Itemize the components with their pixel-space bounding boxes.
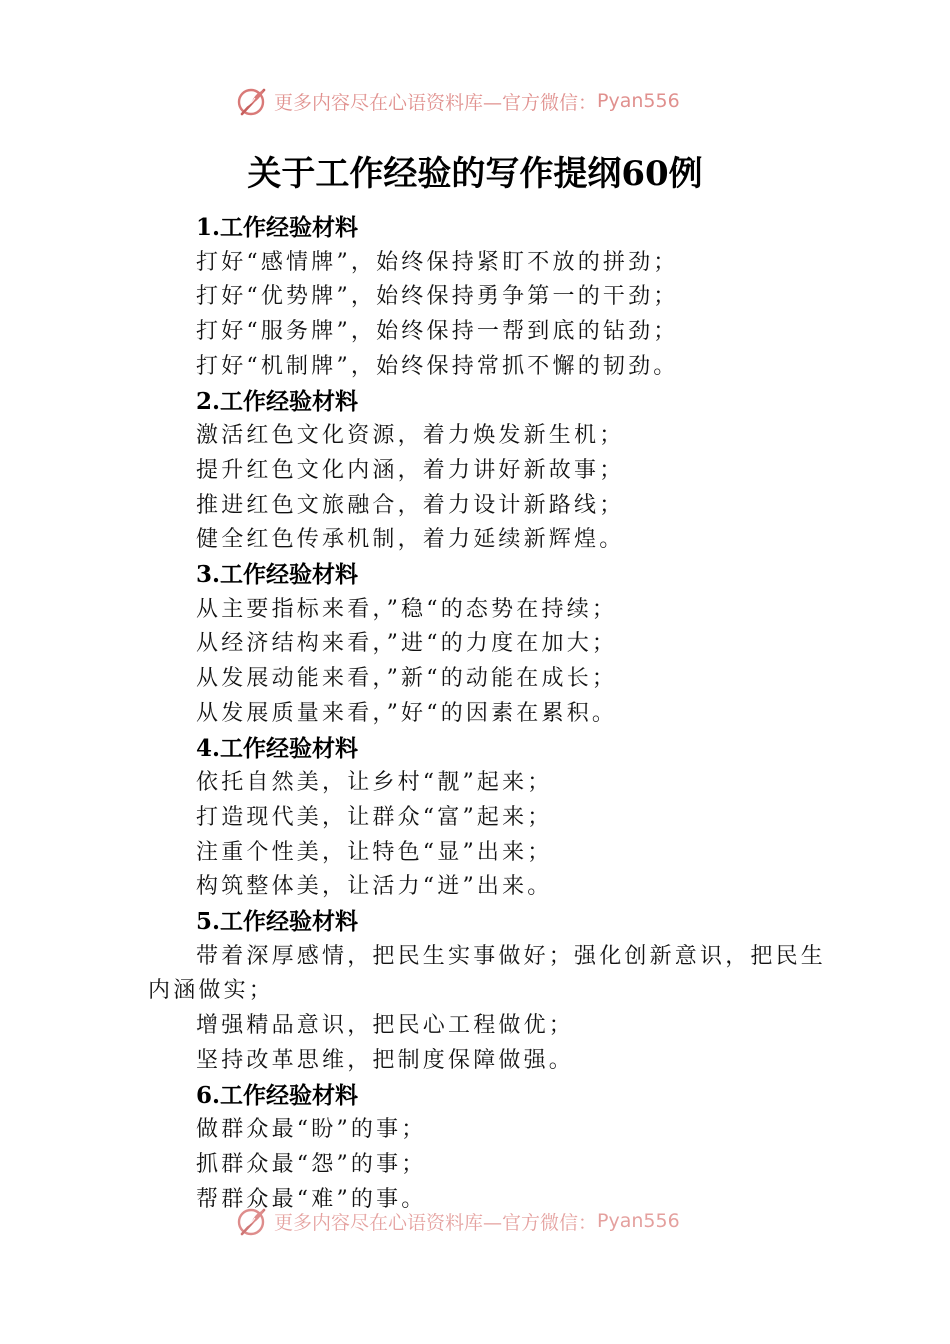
section-line: 健全红色传承机制，着力延续新辉煌。 [196, 527, 625, 553]
section-line: 坚持改革思维，把制度保障做强。 [196, 1047, 575, 1073]
section-line: 帮群众最“难”的事。 [196, 1186, 427, 1212]
page-title: 关于工作经验的写作提纲60例 [247, 154, 703, 194]
watermark-header [236, 84, 680, 118]
section-line: 打好“机制牌”，始终保持常抓不懈的韧劲。 [196, 353, 679, 379]
section-line: 推进红色文旅融合，着力设计新路线； [196, 492, 625, 518]
section-line: 打好“感情牌”，始终保持紧盯不放的拼劲； [196, 249, 679, 275]
watermark-text: 更多内容尽在心语资料库—官方微信： [274, 91, 598, 114]
section-line: 提升红色文化内涵，着力讲好新故事； [196, 457, 625, 483]
watermark-wechat-id: Pyan556 [597, 90, 680, 112]
section-line: 从经济结构来看，”进“的力度在加大； [196, 631, 618, 657]
section-heading: 4.工作经验材料 [196, 734, 359, 762]
section-heading: 2.工作经验材料 [196, 387, 359, 415]
section-line: 增强精品意识，把民心工程做优； [196, 1013, 575, 1039]
section-line: 抓群众最“怨”的事； [196, 1151, 427, 1177]
section-line: 从发展动能来看，”新“的动能在成长； [196, 666, 618, 692]
section-line: 注重个性美，让特色“显”出来； [196, 839, 553, 865]
section-line: 带着深厚感情，把民生实事做好；强化创新意识，把民生内涵做实； [148, 943, 827, 1004]
feather-quill-logo-icon [236, 1204, 270, 1238]
section-line: 构筑整体美，让活力“迸”出来。 [196, 874, 553, 900]
section-line: 打好“优势牌”，始终保持勇争第一的干劲； [196, 284, 679, 310]
watermark-text: 更多内容尽在心语资料库—官方微信： [274, 1211, 598, 1234]
watermark-footer [236, 1204, 680, 1238]
section-line: 从主要指标来看，”稳“的态势在持续； [196, 596, 618, 622]
section-line: 从发展质量来看，”好“的因素在累积。 [196, 700, 618, 726]
feather-quill-logo-icon [236, 84, 270, 118]
section-line: 打造现代美，让群众“富”起来； [196, 804, 553, 830]
section-heading: 1.工作经验材料 [196, 214, 359, 241]
watermark-wechat-id: Pyan556 [597, 1210, 680, 1232]
section-line: 激活红色文化资源，着力焕发新生机； [196, 423, 625, 449]
section-line: 依托自然美，让乡村“靓”起来； [196, 770, 553, 796]
section-heading: 3.工作经验材料 [196, 561, 359, 589]
section-heading: 6.工作经验材料 [196, 1081, 359, 1109]
section-line: 做群众最“盼”的事； [196, 1117, 427, 1143]
section-line: 打好“服务牌”，始终保持一帮到底的钻劲； [196, 319, 679, 345]
section-heading: 5.工作经验材料 [196, 908, 359, 936]
document-body [148, 211, 828, 1217]
